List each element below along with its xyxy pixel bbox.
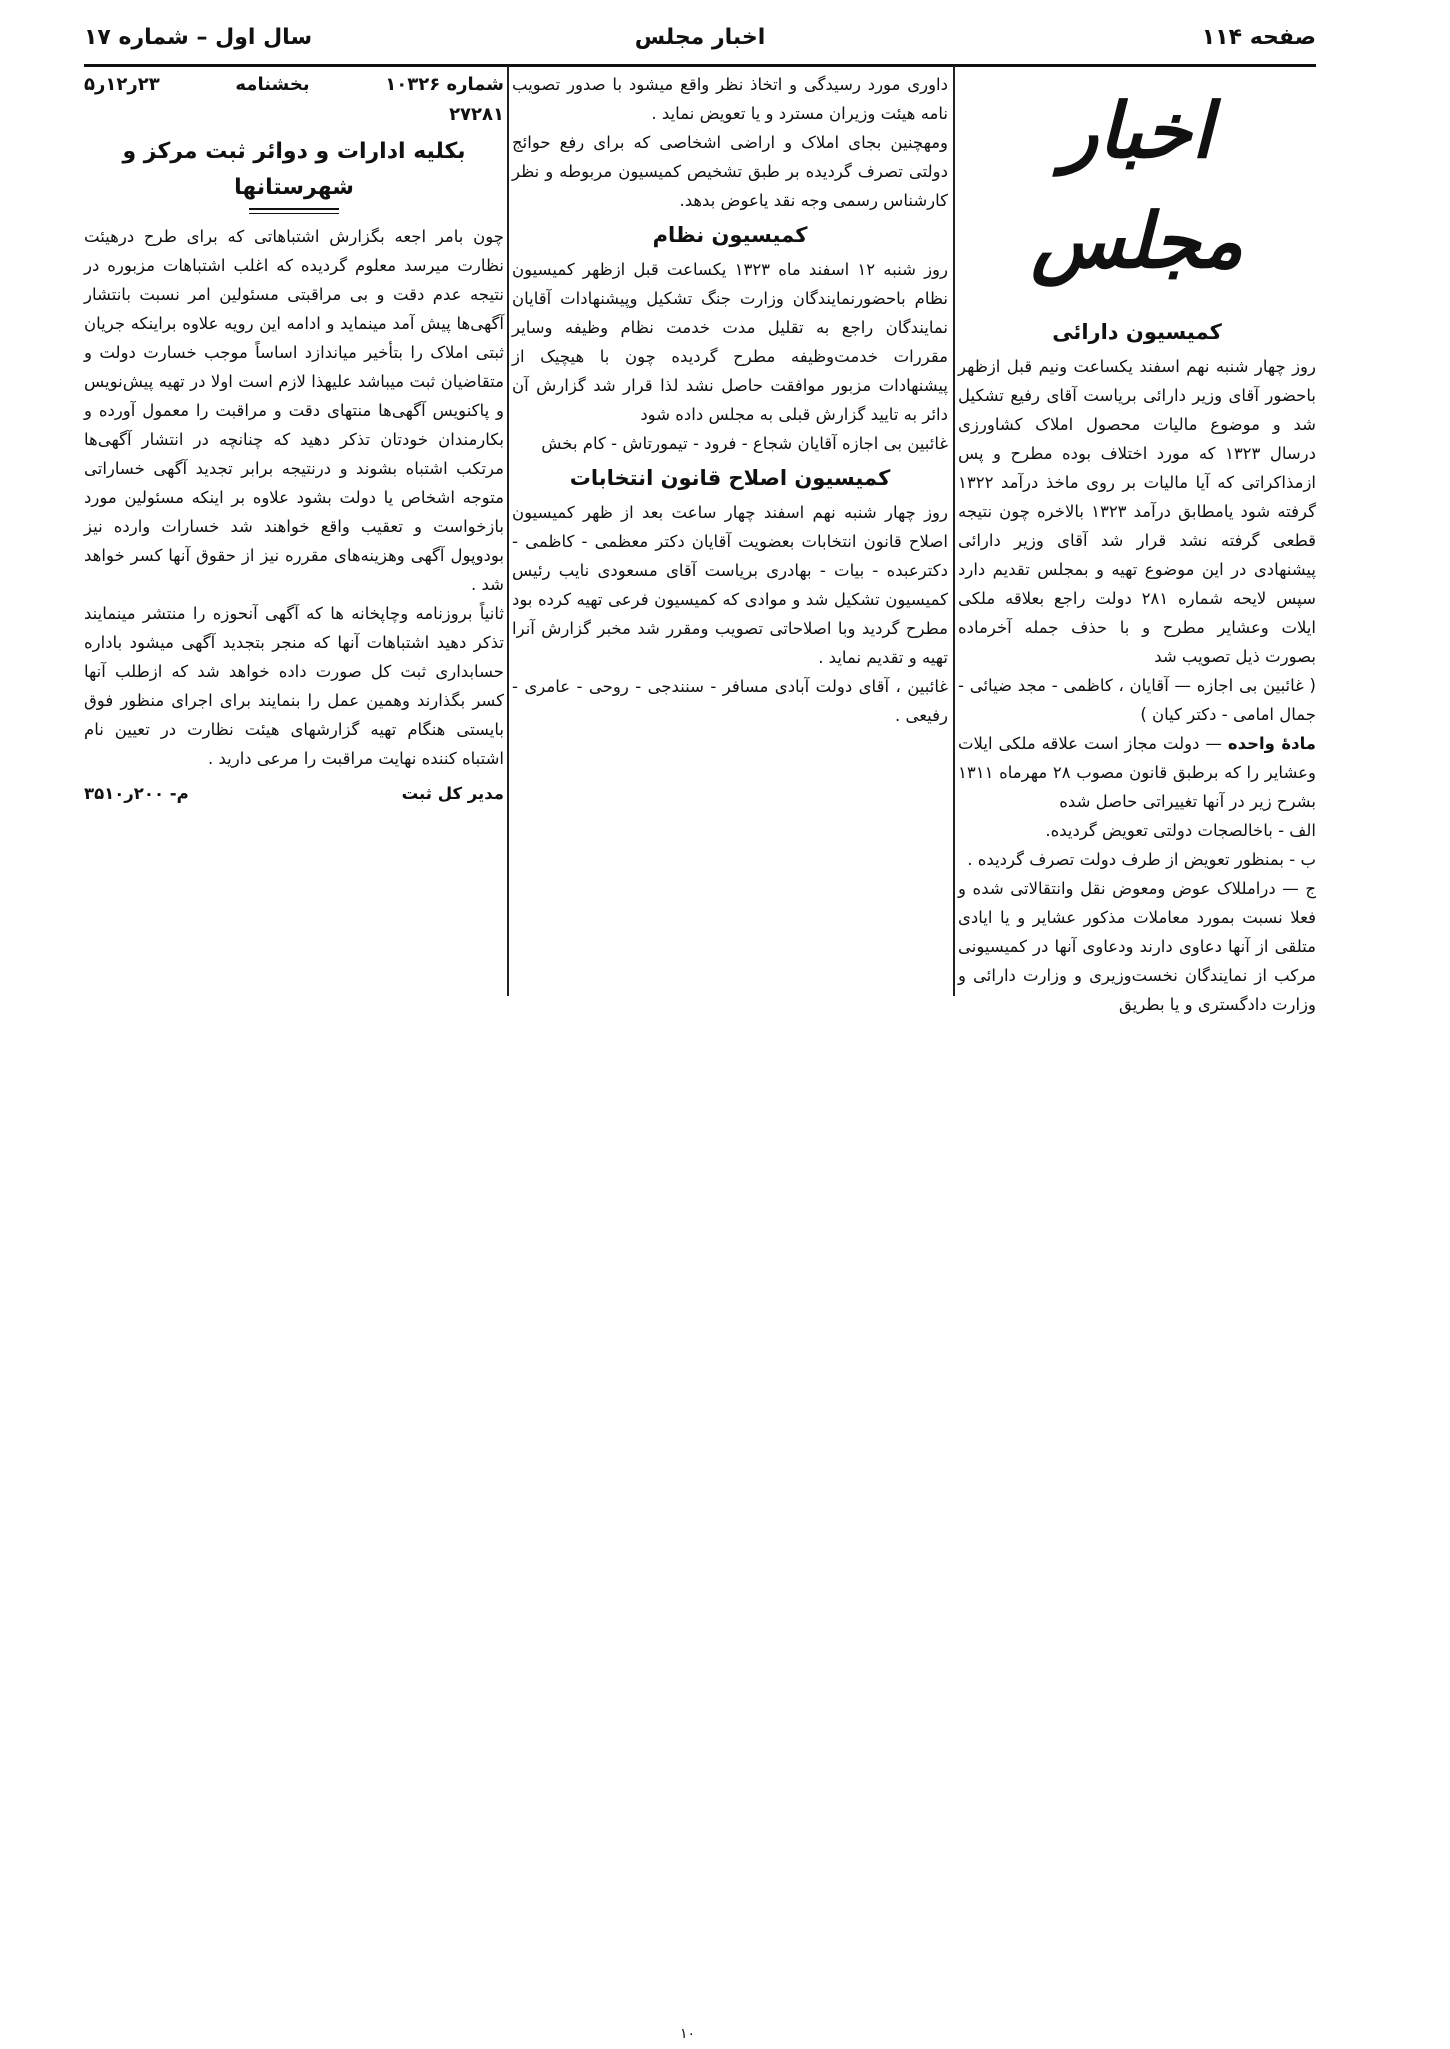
section-heading-military: کمیسیون نظام — [652, 223, 808, 247]
masthead-logo: اخبار مجلس — [1031, 86, 1243, 285]
column-left — [84, 70, 504, 808]
publication-title: اخبار مجلس — [634, 24, 766, 50]
running-head — [84, 14, 1316, 60]
article-title: مادهٔ واحده — [1227, 734, 1316, 753]
clause-be: ب - بمنظور تعویض از طرف دولت تصرف گردیده . — [967, 850, 1316, 869]
finance-paragraph: روز چهار شنبه نهم اسفند یکساعت ونیم قبل ازظهر باحضور آقای وزیر دارائی بریاست آقای رفیع تشکیل شد و موضوع مالیات محصول املاک کشاورزی درسال ۱۳۲۳ که مورد اختلاف بوده مطرح و پس ازمذاکراتی که آیا مالیات بر روی ماخذ درآمد ۱۳۲۲ گرفته شود یامطابق درآمد ۱۳۲۳ بالاخره چون نتیجه قطعی گرفته نشد قرار شد آقای وزیر دارائی پیشنهادی در این موضوع تهیه و بمجلس تقدیم دارد سپس لایحه شماره ۲۸۱ دولت راجع بعلاقه ملکی ایلات وعشایر مطرح و با حذف جمله آخرماده بصورت ذیل تصویب شد — [958, 357, 1316, 666]
signature-line — [84, 779, 504, 808]
header-rule — [84, 64, 1316, 67]
section-heading-election-law: کمیسیون اصلاح قانون انتخابات — [569, 466, 891, 490]
column-middle — [512, 70, 948, 730]
issue-info: سال اول – شماره ۱۷ — [84, 24, 313, 50]
circular-label: بخشنامه — [235, 74, 310, 95]
clause-alef: الف - باخالصجات دولتی تعویض گردیده. — [1045, 821, 1316, 840]
circular-title: بکلیه ادارات و دوائر ثبت مرکز و شهرستانها — [122, 139, 466, 200]
signatory: مدیر کل ثبت — [401, 784, 504, 803]
single-article — [958, 729, 1316, 816]
column-divider-right — [953, 66, 955, 996]
finance-absentees: ( غائبین بی اجازه — آقایان ، کاظمی - مجد ضیائی - جمال امامی - دکتر کیان ) — [958, 676, 1316, 724]
title-ornament-rule — [249, 208, 339, 214]
column-divider-left — [507, 66, 509, 996]
military-paragraph: روز شنبه ۱۲ اسفند ماه ۱۳۲۳ یکساعت قبل ازظهر کمیسیون نظام باحضورنمایندگان وزارت جنگ تشکیل وپیشنهادات آقایان نمایندگان راجع به تقلیل مدت خدمت نظام وظیفه وسایر مقررات خدمت‌وظیفه مطرح گردیده چون با هیچیک از پیشنهادات مزبور موافقت حاصل نشد لذا قرار شد گزارش آن دائر به تایید گزارش قبلی به مجلس داده شود — [512, 260, 948, 424]
circular-meta — [84, 70, 504, 100]
folio-mark: ۱۰ — [680, 2026, 696, 2042]
circular-number-2: ۲۷۲۸۱ — [449, 104, 504, 125]
circular-date: ۲۳ر۱۲ر۵ — [84, 74, 160, 95]
election-absentees: غائبین ، آقای دولت آبادی مسافر - سنندجی - روحی - عامری - رفیعی . — [512, 677, 948, 725]
land-compensation-paragraph: ومهچنین بجای املاک و اراضی اشخاصی که برای رفع حوائج دولتی تصرف گردیده بر طبق تشخیص کمیسیون مربوطه و نظر کارشناس رسمی وجه نقد یاعوض بدهد. — [512, 133, 948, 210]
military-absentees: غائبین بی اجازه آقایان شجاع - فرود - تیمورتاش - کام بخش — [541, 434, 948, 453]
column-right — [958, 70, 1316, 1019]
circular-number: شماره ۱۰۳۲۶ — [385, 74, 504, 95]
circular-paragraph-1: چون بامر اجعه بگزارش اشتباهاتی که برای طرح درهیئت نظارت میرسد معلوم گردیده که اغلب اشتباهات مزبوره در نتیجه عدم دقت و بی مراقبتی مسئولین امر نسبت بانتشار آگهی‌ها پیش آمد مینماید و ادامه این رویه علاوه براینکه جریان ثبتی املاک را بتأخیر میاندازد اساساً موجب خسارت دولت و متقاضیان ثبت میباشد علیهذا لازم است اولا در تهیه پیش‌نویس و پاکنویس آگهی‌ها منتهای دقت و مراقبت را معمول آورده و بکارمندان خودتان تذکر دهید که چنانچه در انتشار آگهی‌ها مرتکب اشتباه بشوند و درنتیجه برابر تجدید آگهی خساراتی متوجه اشخاص یا دولت بشود علاوه بر اینکه مسئولین مورد بازخواست و تعقیب واقع خواهند شد خسارات وارده نیز بودوپول آگهی وهزینه‌های مقرره نیز از حقوق آنها کسر خواهد شد . — [84, 227, 504, 594]
section-heading-finance: کمیسیون دارائی — [1052, 320, 1222, 344]
page-number: صفحه ۱۱۴ — [1201, 24, 1316, 50]
circular-paragraph-2: ثانیاً بروزنامه وچاپخانه ها که آگهی آنحوزه را منتشر مینمایند تذکر دهید اشتباهات آنها که منجر بتجدید آگهی میشود باداره حسابداری ثبت کل صورت داده خواهد شد که ازطلب آنها کسر بگذارند وهمین عمل را بنمایند برای اجرای منظور فوق بایستی هنگام تهیه گزارشهای هیئت نظارت در تعیین نام اشتباه کننده نهایت مراقبت را مرعی دارید . — [84, 604, 504, 768]
article-text: — دولت مجاز است علاقه ملکی ایلات وعشایر را که برطبق قانون مصوب ۲۸ مهرماه ۱۳۱۱ بشرح زیر در آنها تغییراتی حاصل شده — [958, 734, 1316, 811]
election-paragraph: روز چهار شنبه نهم اسفند چهار ساعت بعد از ظهر کمیسیون اصلاح قانون انتخابات بعضویت آقایان دکتر معظمی - کاظمی - دکترعبده - بیات - بهادری بریاست آقای مسعودی نایب رئیس کمیسیون تشکیل شد و موادی که کمیسیون فرعی تهیه کرده بود مطرح گردید وبا اصلاحاتی تصویب ومقرر شد مخبر گزارش آنرا تهیه و تقدیم نماید . — [512, 503, 948, 667]
continuation-paragraph: داوری مورد رسیدگی و اتخاذ نظر واقع میشود با صدور تصویب نامه هیئت وزیران مسترد و یا تعویض نماید . — [512, 75, 948, 123]
clause-jim: ج — درامللاک عوض ومعوض نقل وانتقالاتی شده و فعلا نسبت بمورد معاملات مذکور عشایر و یا ایادی متلقی از آنها دعاوی دارند ودعاوی آنها در کمیسیونی مرکب از نمایندگان نخست‌وزیری و وزارت دارائی و وزارت دادگستری و یا بطریق — [958, 879, 1316, 1014]
reference-code: م- ۲۰۰ر۳۵۱۰ — [84, 784, 189, 803]
circular-meta-2 — [84, 100, 504, 130]
